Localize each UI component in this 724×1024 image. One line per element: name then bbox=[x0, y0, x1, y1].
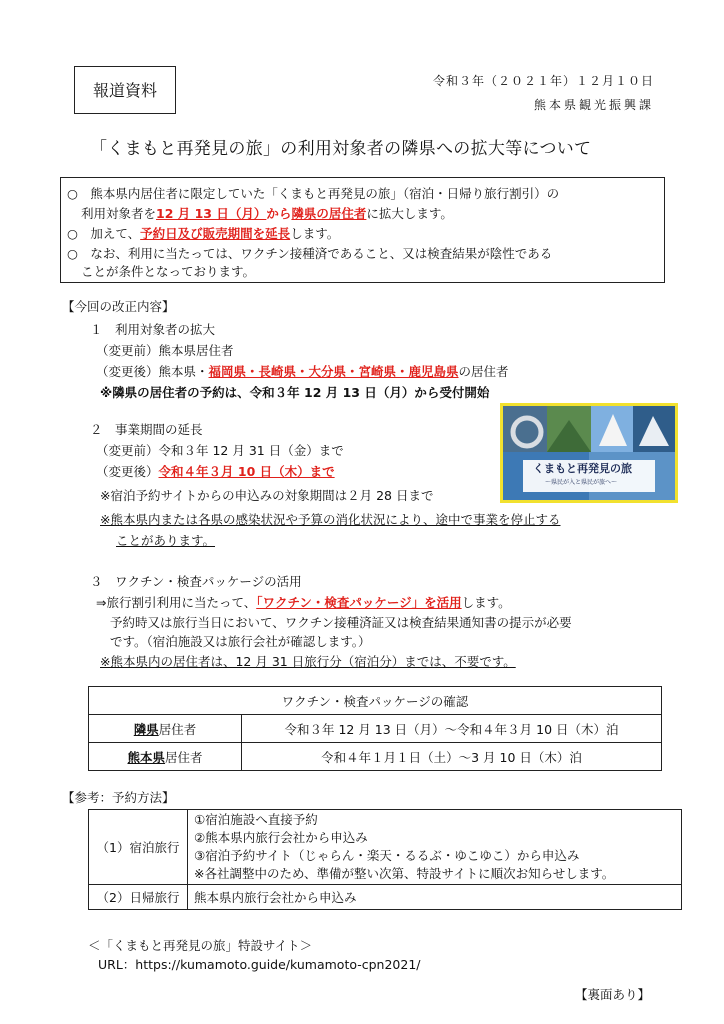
section-3-title: ３ ワクチン・検査パッケージの活用 bbox=[90, 574, 302, 589]
press-release-label: 報道資料 bbox=[74, 66, 176, 114]
section-2-title: ２ 事業期間の延長 bbox=[90, 422, 203, 437]
revision-heading: 【今回の改正内容】 bbox=[62, 299, 175, 314]
s1-after-suffix: の居住者 bbox=[458, 364, 509, 379]
s2-after bbox=[96, 462, 335, 480]
s2-before: （変更前）令和３年 12 月 31 日（金）まで bbox=[96, 443, 344, 458]
summary-box bbox=[60, 177, 665, 283]
method-line: ①宿泊施設へ直接予約 bbox=[194, 812, 318, 827]
method-line: ②熊本県内旅行会社から申込み bbox=[194, 830, 368, 845]
summary-text: ○ 加えて、 bbox=[67, 226, 141, 241]
s3-line-1 bbox=[96, 593, 511, 611]
method-detail-cell bbox=[188, 885, 682, 910]
extension-highlight: 予約日及び販売期間を延長 bbox=[140, 226, 291, 241]
method-label-cell: （1）宿泊旅行 bbox=[89, 810, 188, 885]
campaign-thumbnail bbox=[500, 403, 678, 503]
vaccine-package-table bbox=[88, 686, 662, 771]
summary-text: に拡大します。 bbox=[366, 206, 453, 221]
residence-label-rest: 居住者 bbox=[165, 749, 203, 765]
s2-after-prefix: （変更後） bbox=[96, 464, 159, 479]
residence-label-cell bbox=[89, 743, 242, 771]
table-row bbox=[89, 885, 682, 910]
table-header-row bbox=[89, 687, 662, 715]
summary-text: から bbox=[266, 206, 292, 221]
s3-line-1-prefix: ⇒旅行割引利用に当たって、 bbox=[96, 595, 257, 610]
start-date-highlight: 12 月 13 日（月） bbox=[156, 206, 267, 221]
s1-before: （変更前）熊本県居住者 bbox=[96, 343, 234, 358]
table-row bbox=[89, 743, 662, 771]
s1-note: ※隣県の居住者の予約は、令和３年 12 月 13 日（月）から受付開始 bbox=[100, 385, 490, 400]
table-header-cell: ワクチン・検査パッケージの確認 bbox=[89, 687, 662, 715]
method-label-cell: （2）日帰旅行 bbox=[89, 885, 188, 910]
residence-label-bold: 熊本県 bbox=[127, 749, 165, 765]
special-site-label: ＜「くまもと再発見の旅」特設サイト＞ bbox=[88, 938, 313, 953]
table-row bbox=[89, 810, 682, 885]
section-1-title: １ 利用対象者の拡大 bbox=[90, 322, 216, 337]
thumbnail-subtitle: ～県民が入と県民が旅へ～ bbox=[545, 479, 618, 486]
department-name: 熊本県観光振興課 bbox=[533, 98, 654, 112]
neighbor-residents-highlight: 隣県の居住者 bbox=[291, 206, 367, 221]
reference-heading: 【参考：予約方法】 bbox=[62, 790, 175, 805]
summary-line: ○ 熊本県内居住者に限定していた「くまもと再発見の旅」（宿泊・日帰り旅行割引）の bbox=[67, 186, 560, 201]
residence-label-bold: 隣県 bbox=[133, 721, 159, 737]
s3-line-2: 予約時又は旅行当日において、ワクチン接種済証又は検査結果通知書の提示が必要 bbox=[110, 615, 572, 630]
release-date: 令和３年（２０２１年）１２月１０日 bbox=[432, 74, 654, 88]
neighbor-prefectures-highlight: 福岡県・長崎県・大分県・宮崎県・鹿児島県 bbox=[208, 364, 459, 379]
s3-line-3: です。（宿泊施設又は旅行会社が確認します。） bbox=[110, 634, 371, 649]
summary-text: します。 bbox=[290, 226, 340, 241]
s1-after bbox=[96, 362, 509, 380]
special-site-url-link[interactable]: URL：https://kumamoto.guide/kumamoto-cpn2021/ bbox=[98, 957, 421, 972]
summary-line: ○ なお、利用に当たっては、ワクチン接種済であること、又は検査結果が陰性である bbox=[67, 246, 553, 261]
residence-label-rest: 居住者 bbox=[158, 721, 197, 737]
s3-line-1-suffix: します。 bbox=[461, 595, 511, 610]
summary-line: ことが条件となっております。 bbox=[81, 264, 256, 279]
table-row bbox=[89, 715, 662, 743]
page-title: 「くまもと再発見の旅」の利用対象者の隣県への拡大等について bbox=[90, 139, 592, 159]
method-line: 熊本県内旅行会社から申込み bbox=[194, 890, 357, 905]
residence-label-cell bbox=[89, 715, 242, 743]
method-detail-cell bbox=[188, 810, 682, 885]
summary-line bbox=[81, 204, 453, 222]
period-cell: 令和４年１月１日（土）～3 月 10 日（木）泊 bbox=[242, 743, 662, 771]
summary-text: 利用対象者を bbox=[81, 206, 157, 221]
s3-note: ※熊本県内の居住者は、12 月 31 日旅行分（宿泊分）までは、不要です。 bbox=[100, 654, 516, 669]
period-cell: 令和３年 12 月 13 日（月）～令和４年３月 10 日（木）泊 bbox=[242, 715, 662, 743]
s2-note-2-cont: ことがあります。 bbox=[116, 533, 216, 548]
summary-line bbox=[67, 224, 339, 242]
s2-note-1: ※宿泊予約サイトからの申込みの対象期間は２月 28 日まで bbox=[100, 488, 434, 503]
back-page-note: 【裏面あり】 bbox=[574, 987, 650, 1002]
method-line: ③宿泊予約サイト（じゃらん・楽天・るるぶ・ゆこゆこ）から申込み bbox=[194, 848, 580, 863]
s2-note-2: ※熊本県内または各県の感染状況や予算の消化状況により、途中で事業を停止する bbox=[100, 512, 561, 527]
thumbnail-title: くまもと再発見の旅 bbox=[533, 462, 632, 475]
s1-after-prefix: （変更後）熊本県・ bbox=[96, 364, 209, 379]
new-end-date-highlight: 令和４年３月 10 日（木）まで bbox=[158, 464, 335, 479]
method-line: ※各社調整中のため、準備が整い次第、特設サイトに順次お知らせします。 bbox=[194, 866, 615, 881]
vaccine-package-highlight: 「ワクチン・検査パッケージ」を活用 bbox=[256, 595, 462, 610]
reservation-method-table bbox=[88, 809, 682, 910]
